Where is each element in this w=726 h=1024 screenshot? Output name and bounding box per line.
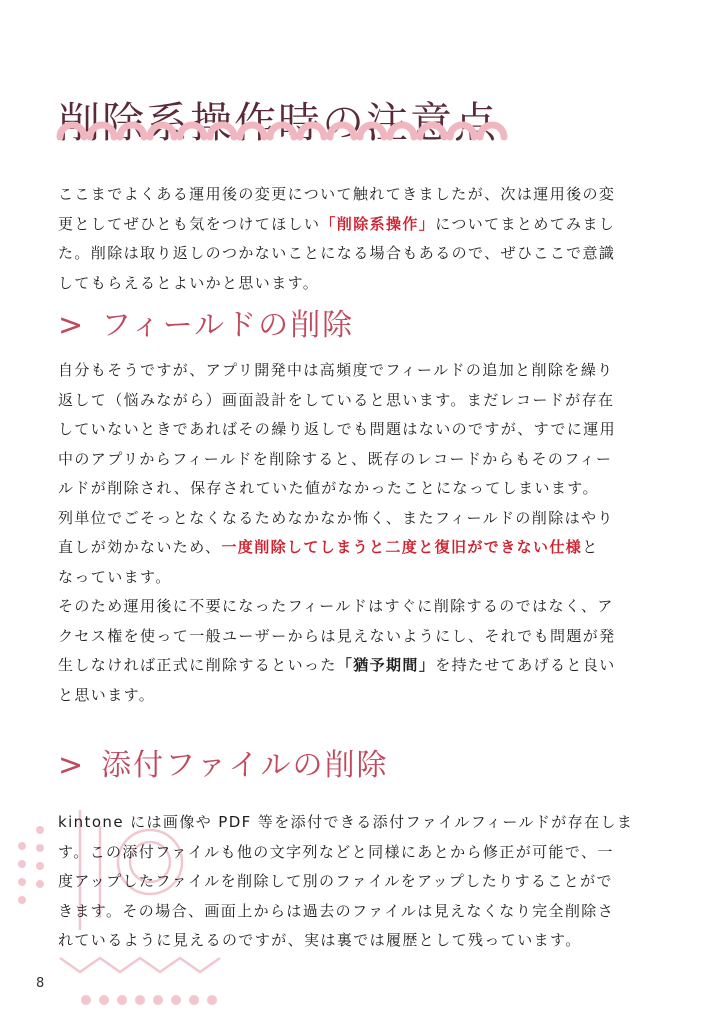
attachment-delete-paragraph: [58, 808, 676, 956]
body-line: クセス権を使って一般ユーザーからは見えないようにし、それでも問題が発: [58, 626, 616, 645]
arch-shape: [360, 125, 384, 137]
body-line: [58, 651, 676, 681]
page-title: 削除系操作時の注意点: [58, 98, 499, 148]
intro-line: ここまでよくある運用後の変更について触れてきましたが、次は運用後の変: [58, 185, 616, 203]
arch-shape: [300, 125, 324, 137]
arch-shape: [390, 125, 414, 137]
body-line: 返して（悩みながら）画面設計をしていると思います。まだレコードが存在: [58, 390, 615, 409]
arch-shape: [120, 125, 144, 137]
arch-shape: [150, 125, 174, 137]
body-text: 生しなければ正式に削除するといった: [58, 656, 337, 674]
intro-text: についてまとめてみまし: [435, 214, 616, 233]
body-line: きます。その場合、画面上からは過去のファイルは見えなくなり完全削除さ: [58, 901, 615, 920]
body-line: 度アップしたファイルを削除して別のファイルをアップしたりすることがで: [58, 872, 613, 890]
highlight-unrecoverable: 一度削除してしまうと二度と復旧ができない仕様: [221, 538, 583, 556]
section-heading-text: フィールドの削除: [101, 308, 355, 343]
highlight-delete-ops: 「削除系操作」: [320, 214, 436, 233]
body-line: そのため運用後に不要になったフィールドはすぐに削除するのではなく、ア: [58, 597, 614, 615]
body-line: ルドが削除され、保存されていた値がなかったことになってしまいます。: [58, 479, 599, 497]
page-number: 8: [36, 976, 45, 991]
arch-shape: [270, 125, 294, 137]
title-arch-decoration: [56, 117, 516, 141]
body-line: 自分もそうですが、アプリ開発中は高頻度でフィールドの追加と削除を繰り: [58, 361, 614, 379]
body-line: 列単位でごそっとなくなるためなかなか怖く、またフィールドの削除はやり: [58, 508, 614, 527]
intro-paragraph: [58, 180, 676, 298]
body-line: なっています。: [58, 567, 172, 586]
chevron-right-icon: >: [58, 748, 86, 783]
bold-grace-period: 「猶予期間」: [336, 656, 436, 674]
body-line: れているように見えるのですが、実は裏では履歴として残っています。: [58, 931, 582, 949]
arch-shape: [90, 125, 114, 137]
arch-shape: [210, 125, 234, 137]
section-heading-text: 添付ファイルの削除: [101, 748, 389, 783]
body-line: 中のアプリからフィールドを削除すると、既存のレコードからもそのフィー: [58, 449, 613, 468]
section-heading-field-delete: [58, 300, 354, 344]
body-text: を持たせてあげると良い: [435, 656, 616, 674]
arch-shape: [240, 125, 264, 137]
body-line: kintone には画像や PDF 等を添付できる添付ファイルフィールドが存在しま: [58, 813, 634, 831]
arch-shape: [60, 125, 84, 137]
intro-line: してもらえるとよいかと思います。: [58, 273, 320, 292]
arch-shape: [480, 125, 504, 137]
arch-shape: [330, 125, 354, 137]
body-line: していないときであればその繰り返しでも問題はないのですが、すでに運用: [58, 420, 617, 438]
chevron-right-icon: >: [58, 308, 86, 343]
intro-line: [58, 210, 676, 240]
body-text: と: [582, 538, 599, 556]
section-heading-attachment-delete: [58, 740, 389, 784]
body-text: 直しが効かないため、: [58, 538, 222, 556]
field-delete-paragraph: [58, 356, 676, 710]
arch-shape: [420, 125, 444, 137]
body-line: す。この添付ファイルも他の文字列などと同様にあとから修正が可能で、一: [58, 842, 614, 861]
body-line: [58, 533, 676, 563]
arch-shape: [450, 125, 474, 137]
body-line: と思います。: [58, 685, 156, 704]
intro-text: 更としてぜひとも気をつけてほしい: [58, 214, 321, 233]
arch-shape: [180, 125, 204, 137]
intro-line: た。削除は取り返しのつかないことになる場合もあるので、ぜひここで意識: [58, 244, 616, 262]
